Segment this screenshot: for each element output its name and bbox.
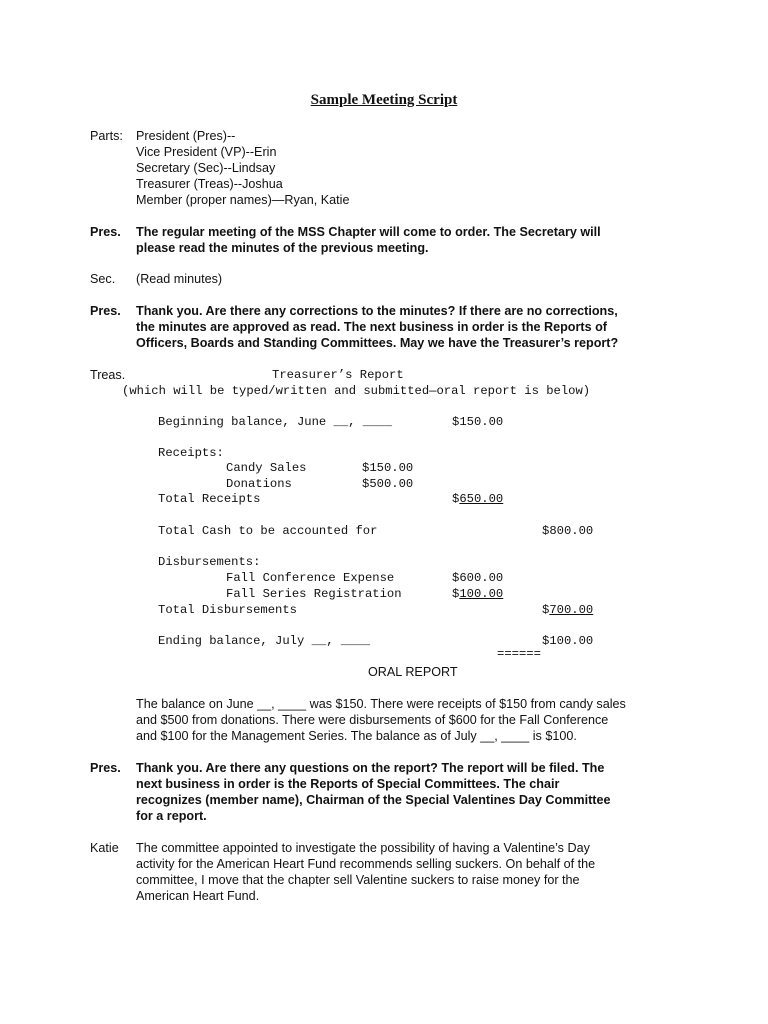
pres-1-line: The regular meeting of the MSS Chapter will come to order. The Secretary will bbox=[136, 225, 601, 239]
disbursement-item-amount: $100.00 bbox=[452, 587, 504, 601]
disbursement-item-label: Fall Series Registration bbox=[226, 587, 402, 601]
disbursements-label: Disbursements: bbox=[158, 555, 261, 569]
speaker-pres-3: Pres. bbox=[90, 761, 121, 775]
pres-3-line: next business in order is the Reports of Special Committees. The chair bbox=[136, 777, 560, 791]
beginning-balance-label: Beginning balance, June __, ____ bbox=[158, 415, 393, 429]
part-item-secretary: Secretary (Sec)--Lindsay bbox=[136, 161, 276, 175]
speaker-treas: Treas. bbox=[90, 368, 126, 382]
pres-3-line: Thank you. Are there any questions on the report? The report will be filed. The bbox=[136, 761, 605, 775]
katie-text bbox=[136, 840, 595, 904]
oral-report-heading: ORAL REPORT bbox=[368, 665, 458, 679]
double-rule: ====== bbox=[497, 647, 541, 661]
part-item-vice-president: Vice President (VP)--Erin bbox=[136, 145, 277, 159]
disbursement-item-label: Fall Conference Expense bbox=[226, 571, 395, 585]
part-item-member: Member (proper names)—Ryan, Katie bbox=[136, 193, 350, 207]
pres-2-text bbox=[136, 303, 618, 351]
ending-balance-amount: $100.00 bbox=[542, 634, 594, 648]
receipt-item-label: Donations bbox=[226, 477, 292, 491]
treasurer-report-subtitle: (which will be typed/written and submitted—oral report is below) bbox=[122, 384, 591, 398]
speaker-pres-1: Pres. bbox=[90, 225, 121, 239]
pres-3-text bbox=[136, 760, 611, 824]
part-item-treasurer: Treasurer (Treas)--Joshua bbox=[136, 177, 283, 191]
parts-list bbox=[136, 128, 349, 208]
total-receipts-digits: 650.00 bbox=[459, 492, 504, 506]
pres-2-line: Thank you. Are there any corrections to the minutes? If there are no corrections, bbox=[136, 304, 618, 318]
total-receipts-amount: $650.00 bbox=[452, 492, 504, 506]
receipt-item-amount: $500.00 bbox=[362, 477, 414, 491]
ending-balance-label: Ending balance, July __, ____ bbox=[158, 634, 371, 648]
speaker-katie: Katie bbox=[90, 841, 119, 855]
oral-report-line: The balance on June __, ____ was $150. There were receipts of $150 from candy sales bbox=[136, 697, 626, 711]
oral-report-line: and $500 from donations. There were disbursements of $600 for the Fall Conference bbox=[136, 713, 609, 727]
disbursement-digits: 100.00 bbox=[459, 587, 504, 601]
pres-1-text bbox=[136, 224, 601, 256]
total-disbursements-amount: $700.00 bbox=[542, 603, 594, 617]
receipt-item-amount: $150.00 bbox=[362, 461, 414, 475]
part-item-president: President (Pres)-- bbox=[136, 129, 236, 143]
pres-2-line: Officers, Boards and Standing Committees. May we have the Treasurer’s report? bbox=[136, 336, 619, 350]
parts-label: Parts: bbox=[90, 129, 123, 143]
pres-1-line: please read the minutes of the previous meeting. bbox=[136, 241, 429, 255]
total-disbursements-digits: 700.00 bbox=[549, 603, 594, 617]
speaker-pres-2: Pres. bbox=[90, 304, 121, 318]
katie-line: activity for the American Heart Fund recommends selling suckers. On behalf of the bbox=[136, 857, 596, 871]
receipts-label: Receipts: bbox=[158, 446, 224, 460]
katie-line: American Heart Fund. bbox=[136, 889, 260, 903]
sec-text: (Read minutes) bbox=[136, 272, 223, 286]
disbursement-item-amount: $600.00 bbox=[452, 571, 504, 585]
beginning-balance-amount: $150.00 bbox=[452, 415, 504, 429]
katie-line: The committee appointed to investigate the possibility of having a Valentine’s Day bbox=[136, 841, 590, 855]
page-title: Sample Meeting Script bbox=[310, 92, 458, 108]
total-cash-label: Total Cash to be accounted for bbox=[158, 524, 378, 538]
pres-3-line: for a report. bbox=[136, 809, 207, 823]
receipt-item-label: Candy Sales bbox=[226, 461, 307, 475]
oral-report-text bbox=[136, 696, 626, 744]
speaker-sec: Sec. bbox=[90, 272, 116, 286]
total-cash-amount: $800.00 bbox=[542, 524, 594, 538]
pres-2-line: the minutes are approved as read. The next business in order is the Reports of bbox=[136, 320, 607, 334]
total-disbursements-label: Total Disbursements bbox=[158, 603, 297, 617]
pres-3-line: recognizes (member name), Chairman of the Special Valentines Day Committee bbox=[136, 793, 611, 807]
katie-line: committee, I move that the chapter sell Valentine suckers to raise money for the bbox=[136, 873, 580, 887]
total-receipts-label: Total Receipts bbox=[158, 492, 261, 506]
treasurer-report-title: Treasurer’s Report bbox=[272, 368, 404, 382]
oral-report-line: and $100 for the Management Series. The balance as of July __, ____ is $100. bbox=[136, 729, 577, 743]
